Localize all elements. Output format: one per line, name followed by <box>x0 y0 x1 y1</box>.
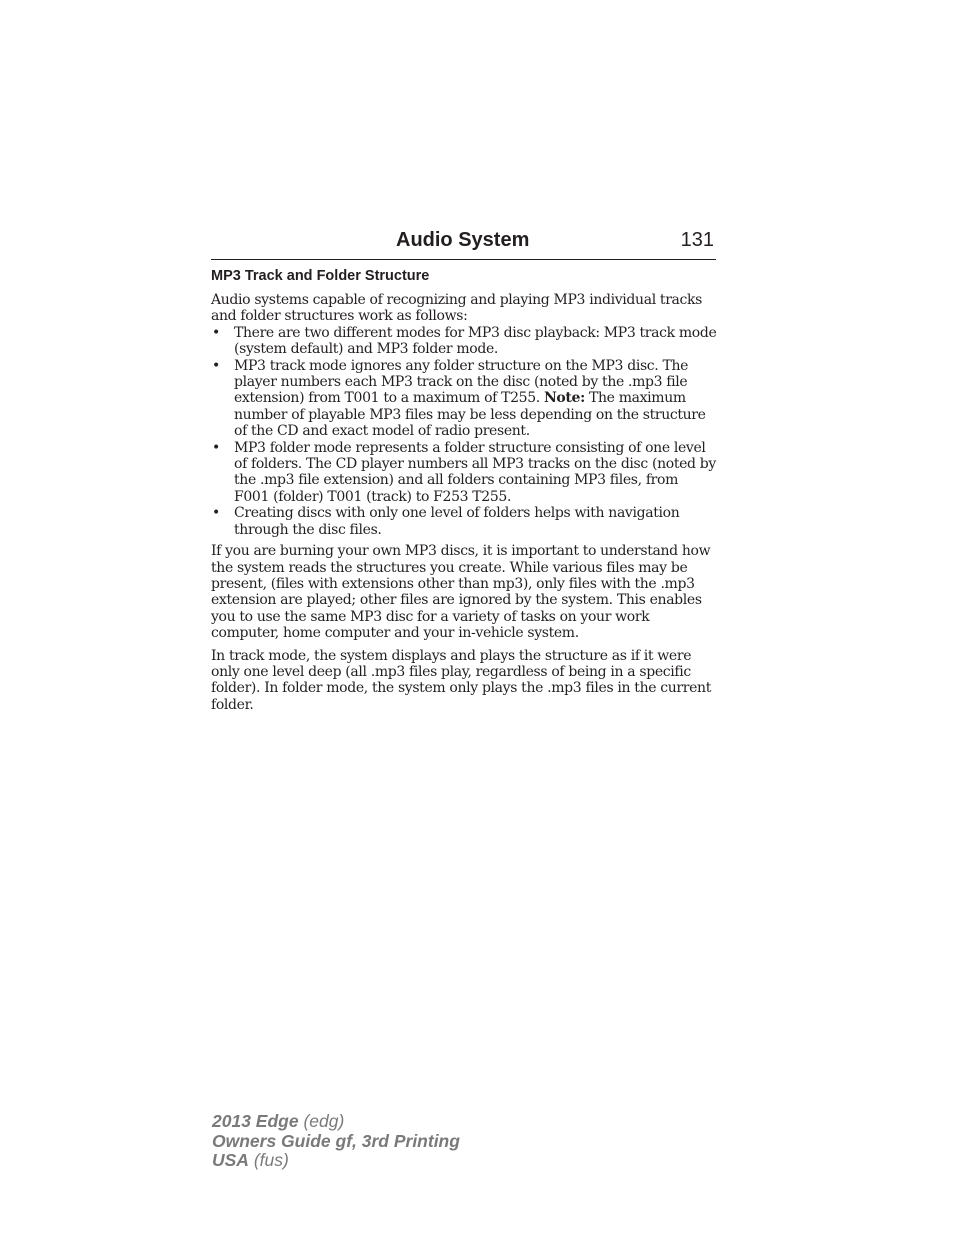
footer-model-code: (edg) <box>303 1111 345 1131</box>
bullet-icon: • <box>212 324 220 341</box>
page-footer <box>212 1112 460 1171</box>
section-heading: MP3 Track and Folder Structure <box>211 268 430 284</box>
footer-market-code: (fus) <box>253 1150 289 1170</box>
bullet-text: The maximum number of playable MP3 files may be less depending on the structure of the CD and exact model of radio present. <box>234 390 706 440</box>
page-content <box>211 266 717 713</box>
intro-paragraph: Audio systems capable of recognizing and playing MP3 individual tracks and folder structures work as follows: <box>211 292 702 325</box>
list-item <box>211 325 717 358</box>
bullet-icon: • <box>212 357 220 374</box>
page-header <box>211 229 716 260</box>
bullet-text: MP3 track mode ignores any folder structure on the MP3 disc. The player numbers each MP3 track on the disc (noted by the .mp3 file extension) from T001 to a maximum of T255. <box>234 357 689 407</box>
note-label: Note: <box>543 390 585 407</box>
bullet-text: Creating discs with only one level of folders helps with navigation through the disc files. <box>234 505 680 538</box>
footer-guide: Owners Guide gf, 3rd Printing <box>212 1130 460 1151</box>
footer-line-2 <box>212 1132 460 1152</box>
page-title: Audio System <box>396 229 530 251</box>
list-item <box>211 358 717 440</box>
track-mode-paragraph: In track mode, the system displays and plays the structure as if it were only one level deep (all .mp3 files play, regardless of being in a specific folder). In folder mode, the system only plays the .mp3 files in the current folder. <box>211 647 711 713</box>
page-number: 131 <box>680 229 714 251</box>
footer-market: USA <box>212 1150 249 1170</box>
bullet-text: There are two different modes for MP3 disc playback: MP3 track mode (system default) and MP3 folder mode. <box>234 324 717 358</box>
footer-line-3 <box>212 1151 460 1171</box>
bullet-icon: • <box>212 505 220 522</box>
list-item <box>211 440 717 506</box>
footer-line-1 <box>212 1112 460 1132</box>
bullet-text: MP3 folder mode represents a folder structure consisting of one level of folders. The CD player numbers all MP3 tracks on the disc (noted by the .mp3 file extension) and all folders containing MP3 files, from F001 (folder) T001 (track) to F253 T255. <box>234 439 716 505</box>
bullet-icon: • <box>212 439 220 456</box>
footer-model: 2013 Edge <box>212 1111 299 1131</box>
list-item <box>211 505 717 538</box>
bullet-list <box>211 325 717 538</box>
burning-paragraph: If you are burning your own MP3 discs, it is important to understand how the system reads the structures you create. While various files may be present, (files with extensions other than mp3), only files with the .mp3 extension are played; other files are ignored by the system. This enables you to use the same MP3 disc for a variety of tasks on your work computer, home computer and your in-vehicle system. <box>211 543 711 642</box>
